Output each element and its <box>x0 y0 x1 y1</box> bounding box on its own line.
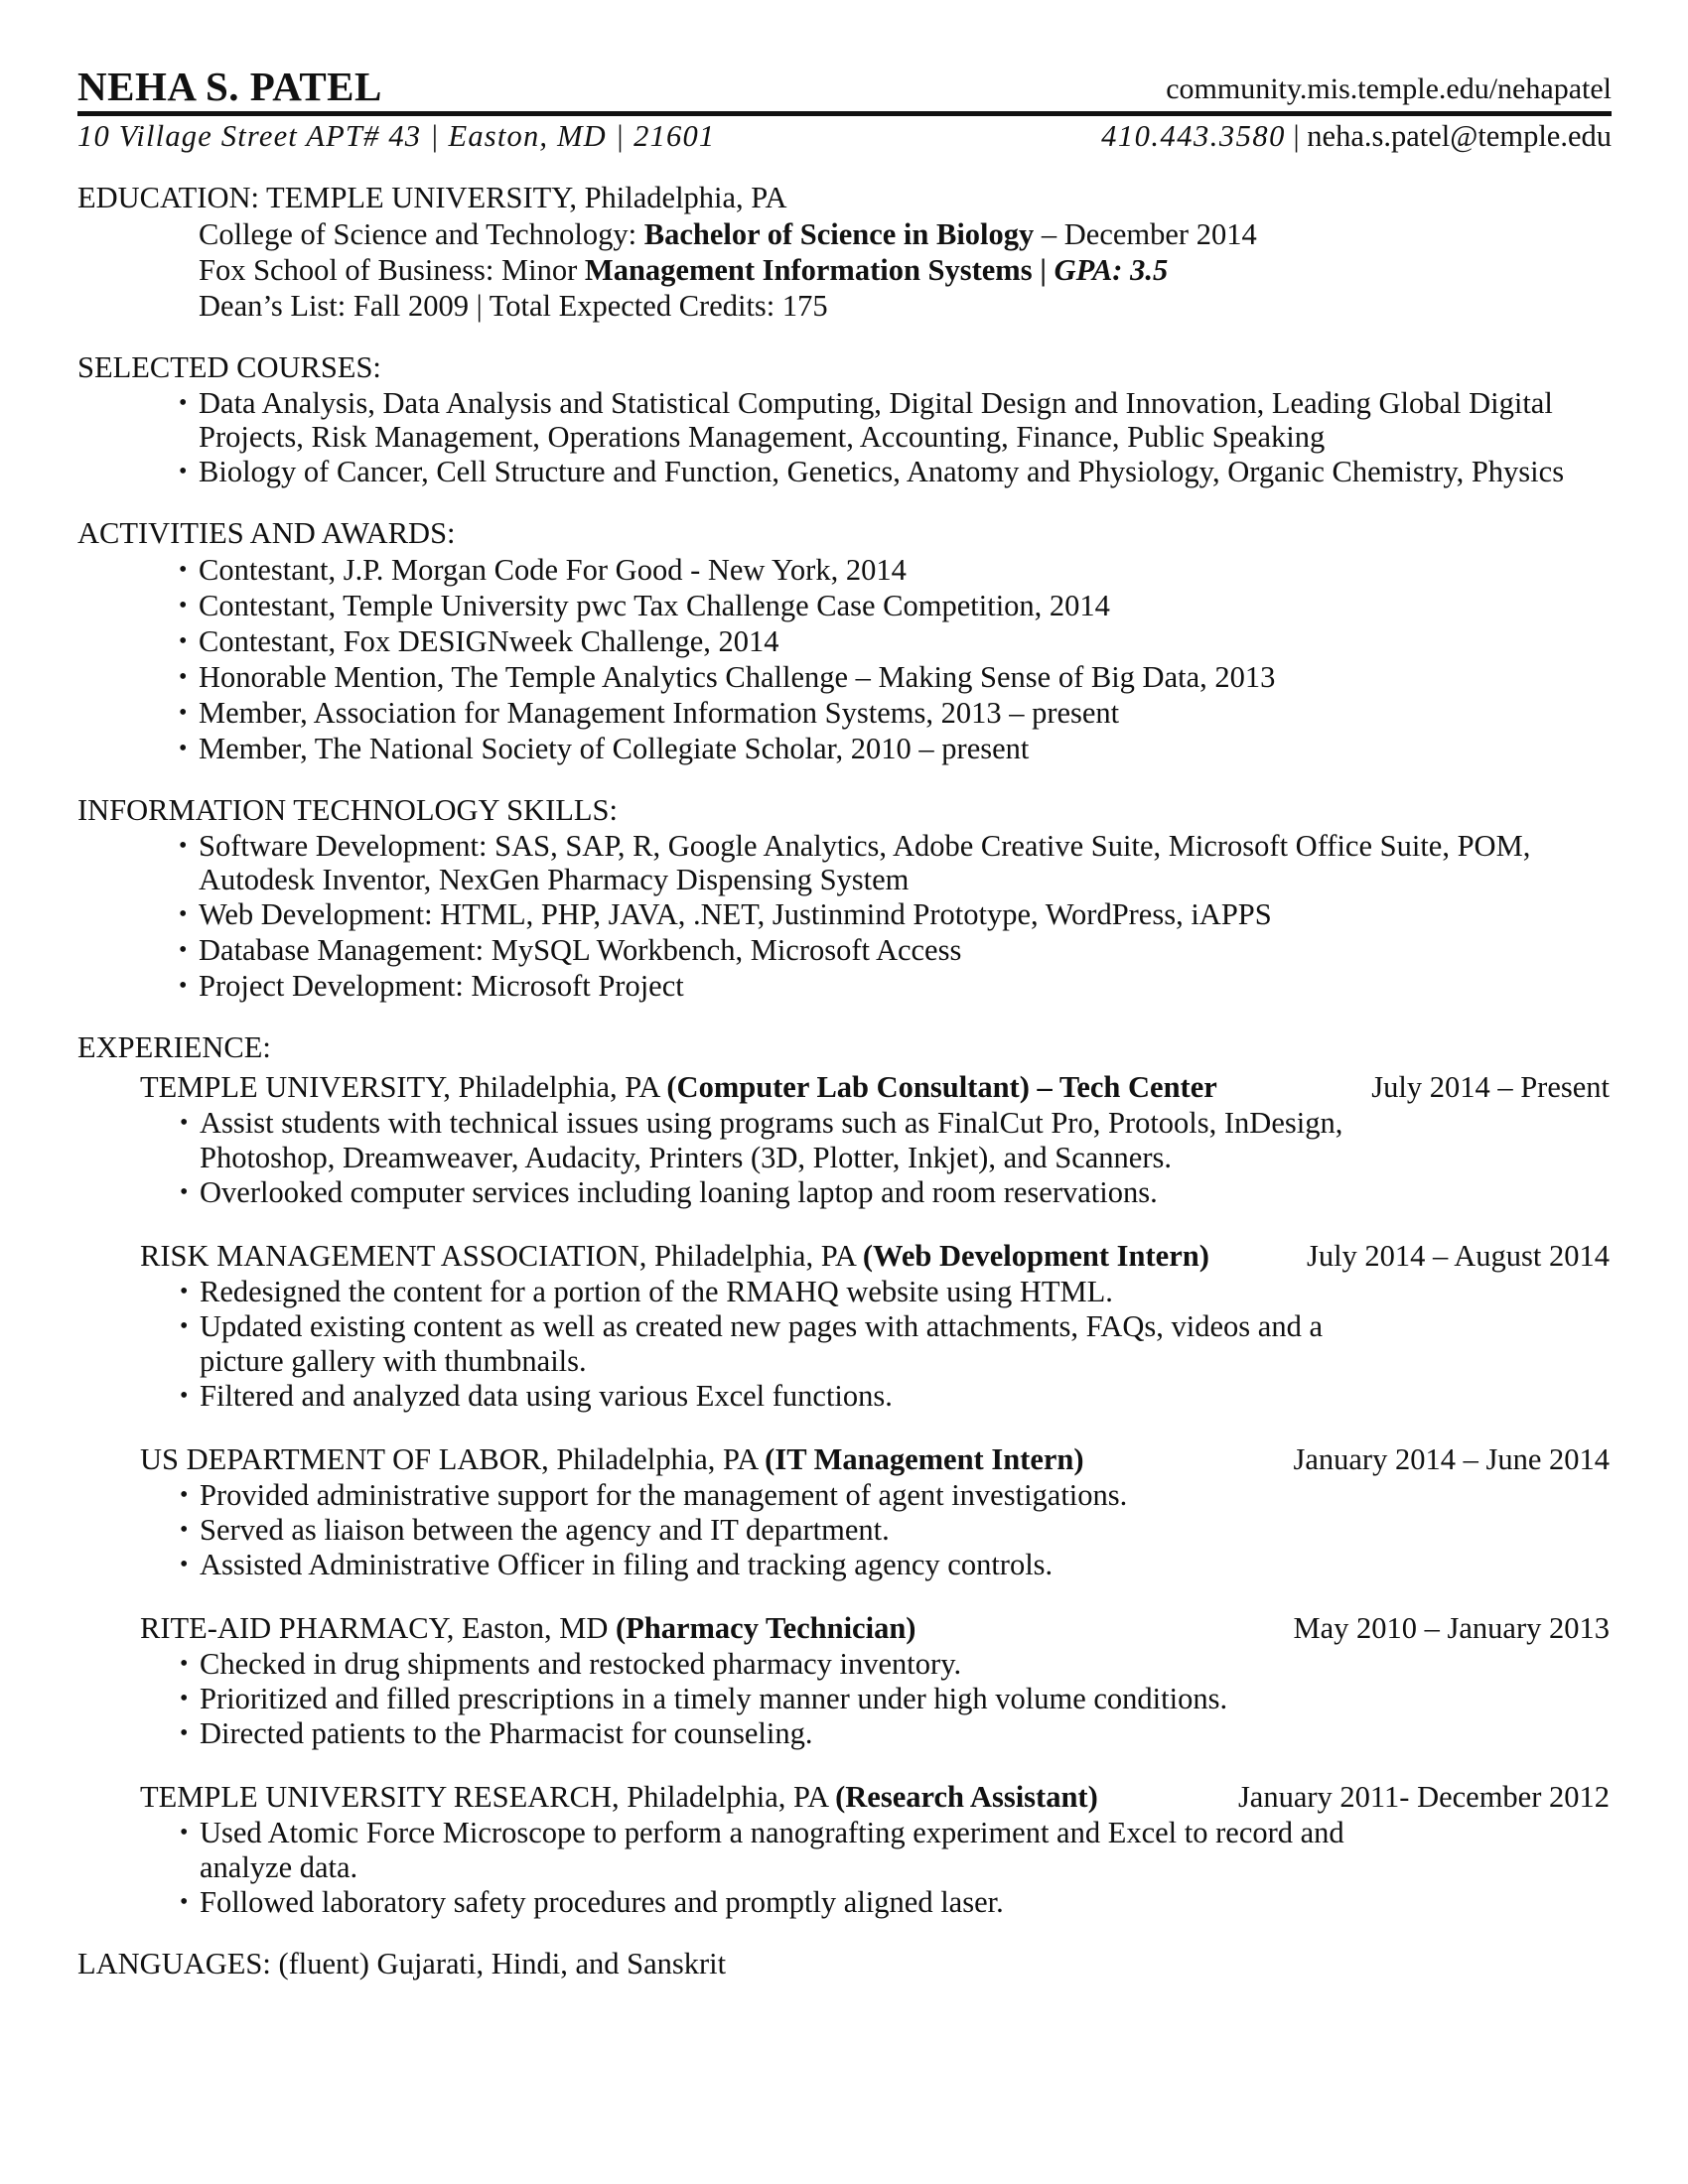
job-org: RITE-AID PHARMACY, Easton, MD <box>140 1611 616 1645</box>
job-role: (Computer Lab Consultant) – Tech Center <box>666 1070 1217 1104</box>
header-contact <box>77 116 1612 156</box>
address: 10 Village Street APT# 43 | Easton, MD | 21601 <box>77 119 716 153</box>
job-dates: May 2010 – January 2013 <box>1293 1611 1610 1645</box>
experience-section <box>77 1029 1612 1920</box>
activities-title: ACTIVITIES AND AWARDS: <box>77 516 456 550</box>
degree-date: – December 2014 <box>1034 217 1257 251</box>
list-item: • Redesigned the content for a portion of the RMAHQ website using HTML. <box>180 1275 1371 1309</box>
experience-title: EXPERIENCE: <box>77 1030 271 1064</box>
job-org: TEMPLE UNIVERSITY RESEARCH, Philadelphia, PA <box>140 1780 836 1814</box>
list-item: • Overlooked computer services including loaning laptop and room reservations. <box>180 1175 1371 1210</box>
phone: 410.443.3580 <box>1101 119 1286 153</box>
list-item: • Web Development: HTML, PHP, JAVA, .NET, Justinmind Prototype, WordPress, iAPPS <box>179 896 1612 932</box>
list-item: • Served as liaison between the agency and IT department. <box>180 1513 1371 1548</box>
website-link[interactable]: community.mis.temple.edu/nehapatel <box>1166 72 1612 105</box>
list-item: • Updated existing content as well as created new pages with attachments, FAQs, videos and a picture gallery with thumbnails. <box>180 1309 1371 1379</box>
list-item: • Provided administrative support for the management of agent investigations. <box>180 1478 1371 1513</box>
gpa: GPA: 3.5 <box>1054 253 1169 287</box>
list-item: • Software Development: SAS, SAP, R, Google Analytics, Adobe Creative Suite, Microsoft Office Suite, POM, Autodesk Inventor, NexGen Pharmacy Dispensing System <box>179 829 1612 896</box>
job-entry <box>140 1778 1612 1920</box>
job-entry <box>140 1068 1612 1210</box>
job-role: (Web Development Intern) <box>862 1239 1209 1273</box>
list-item: • Member, The National Society of Collegiate Scholar, 2010 – present <box>179 731 1612 766</box>
list-item: • Checked in drug shipments and restocked pharmacy inventory. <box>180 1647 1371 1682</box>
job-dates: July 2014 – Present <box>1371 1070 1610 1104</box>
minor-line <box>199 252 1612 288</box>
courses-section <box>77 349 1612 489</box>
list-item: • Followed laboratory safety procedures and promptly aligned laser. <box>180 1885 1371 1920</box>
courses-title: SELECTED COURSES: <box>77 350 381 384</box>
header-top <box>77 58 1612 109</box>
activities-section <box>77 515 1612 766</box>
list-item: • Assist students with technical issues using programs such as FinalCut Pro, Protools, InDesign, Photoshop, Dreamweaver, Audacity, Printers (3D, Plotter, Inkjet), and Scanners. <box>180 1106 1371 1175</box>
list-item: • Biology of Cancer, Cell Structure and Function, Genetics, Anatomy and Physiology, Organic Chemistry, Physics <box>179 454 1612 489</box>
minor: Management Information Systems | <box>584 253 1055 287</box>
list-item: • Member, Association for Management Information Systems, 2013 – present <box>179 695 1612 731</box>
activities-list <box>77 552 1612 766</box>
candidate-name: NEHA S. PATEL <box>77 64 382 109</box>
job-entry <box>140 1237 1612 1414</box>
list-item: • Contestant, J.P. Morgan Code For Good - New York, 2014 <box>179 552 1612 588</box>
courses-list <box>77 386 1612 489</box>
list-item: • Contestant, Fox DESIGNweek Challenge, 2014 <box>179 623 1612 659</box>
contact-separator: | <box>1285 119 1308 153</box>
languages-line: LANGUAGES: (fluent) Gujarati, Hindi, and Sanskrit <box>77 1947 727 1980</box>
college-line <box>199 216 1612 252</box>
list-item: • Prioritized and filled prescriptions in a timely manner under high volume conditions. <box>180 1682 1371 1716</box>
job-role: (IT Management Intern) <box>765 1442 1084 1476</box>
skills-section <box>77 792 1612 1004</box>
job-entry <box>140 1609 1612 1751</box>
languages-section <box>77 1946 1612 1982</box>
list-item: • Contestant, Temple University pwc Tax Challenge Case Competition, 2014 <box>179 588 1612 623</box>
education-section <box>77 180 1612 324</box>
skills-title: INFORMATION TECHNOLOGY SKILLS: <box>77 793 618 827</box>
job-dates: January 2011- December 2012 <box>1237 1780 1610 1814</box>
job-entry <box>140 1440 1612 1582</box>
list-item: • Project Development: Microsoft Project <box>179 968 1612 1004</box>
contact-info <box>1101 116 1612 156</box>
list-item: • Directed patients to the Pharmacist for counseling. <box>180 1716 1371 1751</box>
list-item: • Database Management: MySQL Workbench, Microsoft Access <box>179 932 1612 968</box>
job-dates: July 2014 – August 2014 <box>1306 1239 1610 1273</box>
job-org: TEMPLE UNIVERSITY, Philadelphia, PA <box>140 1070 667 1104</box>
job-org: RISK MANAGEMENT ASSOCIATION, Philadelphia, PA <box>140 1239 863 1273</box>
job-org: US DEPARTMENT OF LABOR, Philadelphia, PA <box>140 1442 766 1476</box>
list-item: • Used Atomic Force Microscope to perform a nanografting experiment and Excel to record and analyze data. <box>180 1816 1371 1885</box>
job-role: (Pharmacy Technician) <box>615 1611 916 1645</box>
degree: Bachelor of Science in Biology <box>643 217 1035 251</box>
college-prefix: College of Science and Technology: <box>199 217 644 251</box>
list-item: • Honorable Mention, The Temple Analytics Challenge – Making Sense of Big Data, 2013 <box>179 659 1612 695</box>
education-title: EDUCATION: TEMPLE UNIVERSITY, Philadelphia, PA <box>77 181 787 214</box>
job-role: (Research Assistant) <box>835 1780 1098 1814</box>
job-dates: January 2014 – June 2014 <box>1293 1442 1610 1476</box>
fox-prefix: Fox School of Business: Minor <box>199 253 585 287</box>
list-item: • Data Analysis, Data Analysis and Statistical Computing, Digital Design and Innovation, Leading Global Digital Projects, Risk Management, Operations Management, Accounting, Finance, Public Speaking <box>179 386 1612 454</box>
resume-page <box>77 58 1612 1982</box>
skills-list <box>77 829 1612 1004</box>
email-link[interactable]: neha.s.patel@temple.edu <box>1307 119 1612 153</box>
list-item: • Assisted Administrative Officer in filing and tracking agency controls. <box>180 1548 1371 1582</box>
deans-list-line: Dean’s List: Fall 2009 | Total Expected Credits: 175 <box>199 289 828 323</box>
list-item: • Filtered and analyzed data using various Excel functions. <box>180 1379 1371 1414</box>
